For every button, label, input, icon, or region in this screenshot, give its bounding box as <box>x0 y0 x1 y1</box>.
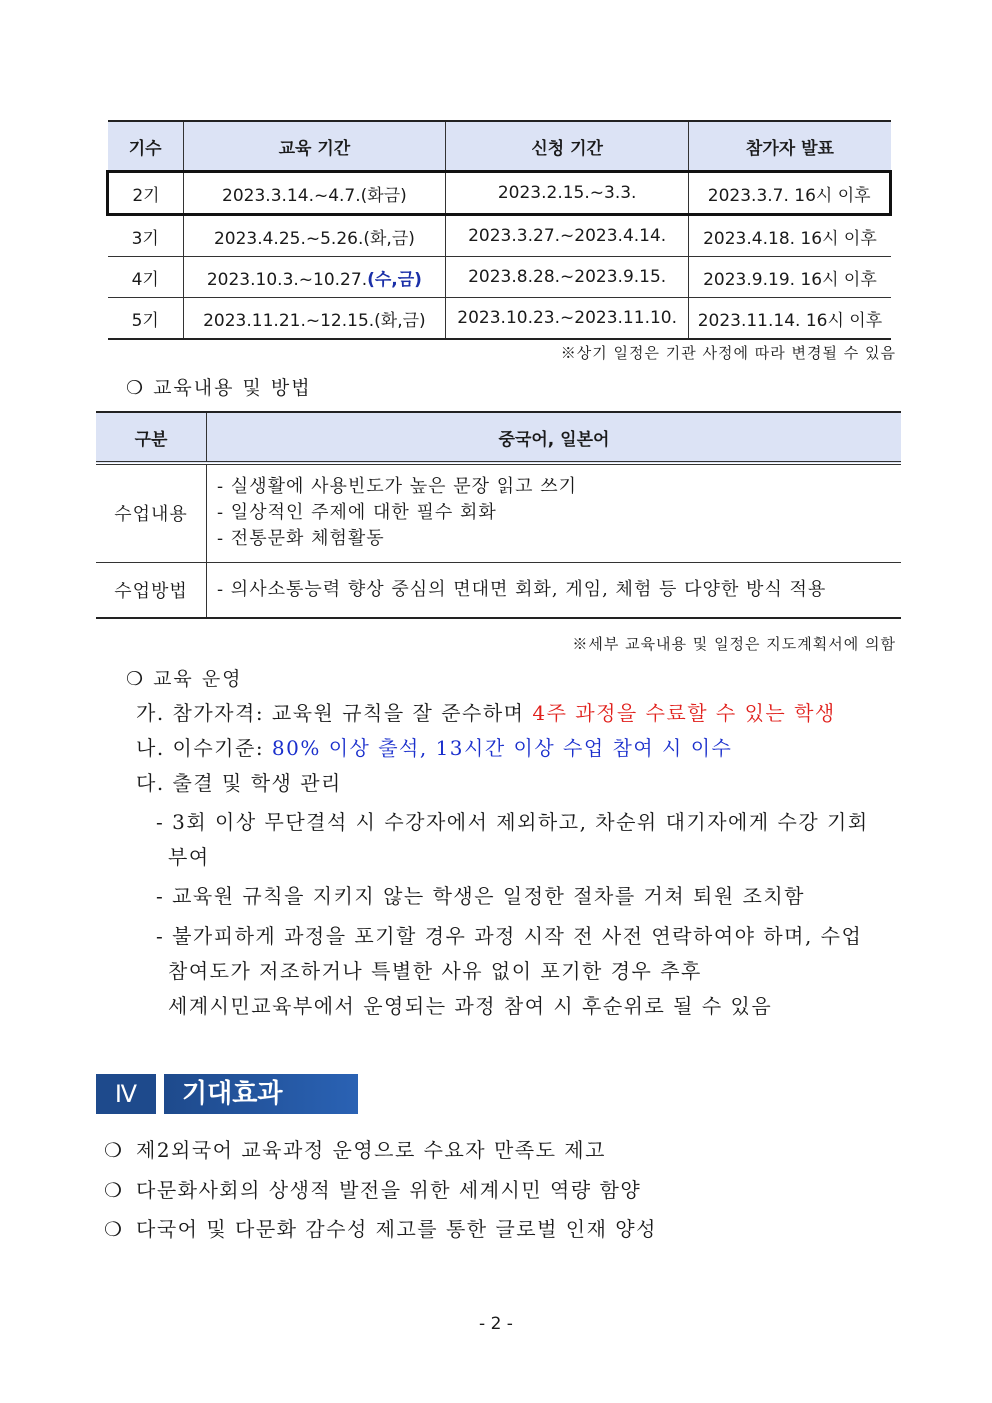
class-method-row <box>96 562 901 618</box>
period-cell <box>183 257 445 298</box>
header-period: 교육 기간 <box>183 121 445 172</box>
header-category: 구분 <box>96 412 207 463</box>
apply-cell: 2023.2.15.~3.3. <box>445 172 688 215</box>
period-cell: 2023.11.21.~12.15.(화,금) <box>183 298 445 340</box>
operation-item-b: 나. 이수기준: 80% 이상 출석, 13시간 이상 수업 참여 시 이수 <box>136 736 733 760</box>
apply-cell: 2023.3.27.~2023.4.14. <box>445 215 688 257</box>
apply-cell: 2023.10.23.~2023.11.10. <box>445 298 688 340</box>
schedule-row <box>108 172 891 215</box>
operation-c1-line1: - 3회 이상 무단결석 시 수강자에서 제외하고, 차순위 대기자에게 수강 기회 <box>156 810 869 834</box>
announce-cell: 2023.9.19. 16시 이후 <box>689 257 891 298</box>
content-table <box>96 411 901 619</box>
schedule-row <box>108 298 891 340</box>
page-number: - 2 - <box>479 1314 513 1334</box>
term-cell: 2기 <box>108 172 184 215</box>
operation-c3-line3: 세계시민교육부에서 운영되는 과정 참여 시 후순위로 될 수 있음 <box>168 994 773 1018</box>
announce-cell: 2023.3.7. 16시 이후 <box>689 172 891 215</box>
period-days-highlight: (수,금) <box>367 269 422 290</box>
class-content-row <box>96 463 901 562</box>
operation-item-c: 다. 출결 및 학생 관리 <box>136 771 342 795</box>
effect-item: ❍ 다국어 및 다문화 감수성 제고를 통한 글로벌 인재 양성 <box>104 1217 657 1241</box>
announce-cell: 2023.4.18. 16시 이후 <box>689 215 891 257</box>
content-header-row <box>96 412 901 463</box>
schedule-note: ※상기 일정은 기관 사정에 따라 변경될 수 있음 <box>560 344 896 362</box>
operation-heading: ❍ 교육 운영 <box>126 668 243 690</box>
effect-item: ❍ 제2외국어 교육과정 운영으로 수요자 만족도 제고 <box>104 1138 606 1162</box>
announce-cell: 2023.11.14. 16시 이후 <box>689 298 891 340</box>
class-content-items <box>207 463 902 562</box>
section-title: 기대효과 <box>164 1074 358 1114</box>
section-number: Ⅳ <box>96 1074 156 1114</box>
schedule-table <box>106 120 892 340</box>
operation-c2: - 교육원 규칙을 지키지 않는 학생은 일정한 절차를 거쳐 퇴원 조치함 <box>156 884 805 908</box>
period-cell: 2023.3.14.~4.7.(화금) <box>183 172 445 215</box>
term-cell: 4기 <box>108 257 184 298</box>
content-note: ※세부 교육내용 및 일정은 지도계획서에 의함 <box>572 635 896 653</box>
effect-item: ❍ 다문화사회의 상생적 발전을 위한 세계시민 역량 함양 <box>104 1178 642 1202</box>
period-cell: 2023.4.25.~5.26.(화,금) <box>183 215 445 257</box>
class-content-label: 수업내용 <box>96 463 207 562</box>
schedule-row <box>108 215 891 257</box>
schedule-row <box>108 257 891 298</box>
class-content-item: - 전통문화 체험활동 <box>217 528 385 550</box>
class-content-item: - 일상적인 주제에 대한 필수 회화 <box>217 502 497 524</box>
period-text: 2023.10.3.~10.27. <box>206 269 368 290</box>
header-apply: 신청 기간 <box>445 121 688 172</box>
operation-item-a: 가. 참가자격: 교육원 규칙을 잘 준수하며 4주 과정을 수료할 수 있는 학생 <box>136 701 836 725</box>
apply-cell: 2023.8.28.~2023.9.15. <box>445 257 688 298</box>
class-method-text: - 의사소통능력 향상 중심의 면대면 회화, 게임, 체험 등 다양한 방식 적용 <box>207 562 902 618</box>
bullet-circle-icon: ❍ <box>104 1138 124 1162</box>
operation-c3-line1: - 불가피하게 과정을 포기할 경우 과정 시작 전 사전 연락하여야 하며, 수업 <box>156 924 863 948</box>
bullet-circle-icon: ❍ <box>104 1178 124 1202</box>
content-heading: ❍ 교육내용 및 방법 <box>126 377 312 399</box>
header-term: 기수 <box>108 121 184 172</box>
term-cell: 3기 <box>108 215 184 257</box>
class-method-label: 수업방법 <box>96 562 207 618</box>
qualification-highlight: 4주 과정을 수료할 수 있는 학생 <box>532 701 836 725</box>
class-content-item: - 실생활에 사용빈도가 높은 문장 읽고 쓰기 <box>217 476 578 498</box>
operation-c1-line2: 부여 <box>168 845 210 869</box>
schedule-header-row <box>108 121 891 172</box>
term-cell: 5기 <box>108 298 184 340</box>
completion-highlight: 80% 이상 출석, 13시간 이상 수업 참여 시 이수 <box>271 736 733 760</box>
header-announce: 참가자 발표 <box>689 121 891 172</box>
bullet-circle-icon: ❍ <box>104 1217 124 1241</box>
header-languages: 중국어, 일본어 <box>207 412 902 463</box>
operation-c3-line2: 참여도가 저조하거나 특별한 사유 없이 포기한 경우 추후 <box>168 959 702 983</box>
